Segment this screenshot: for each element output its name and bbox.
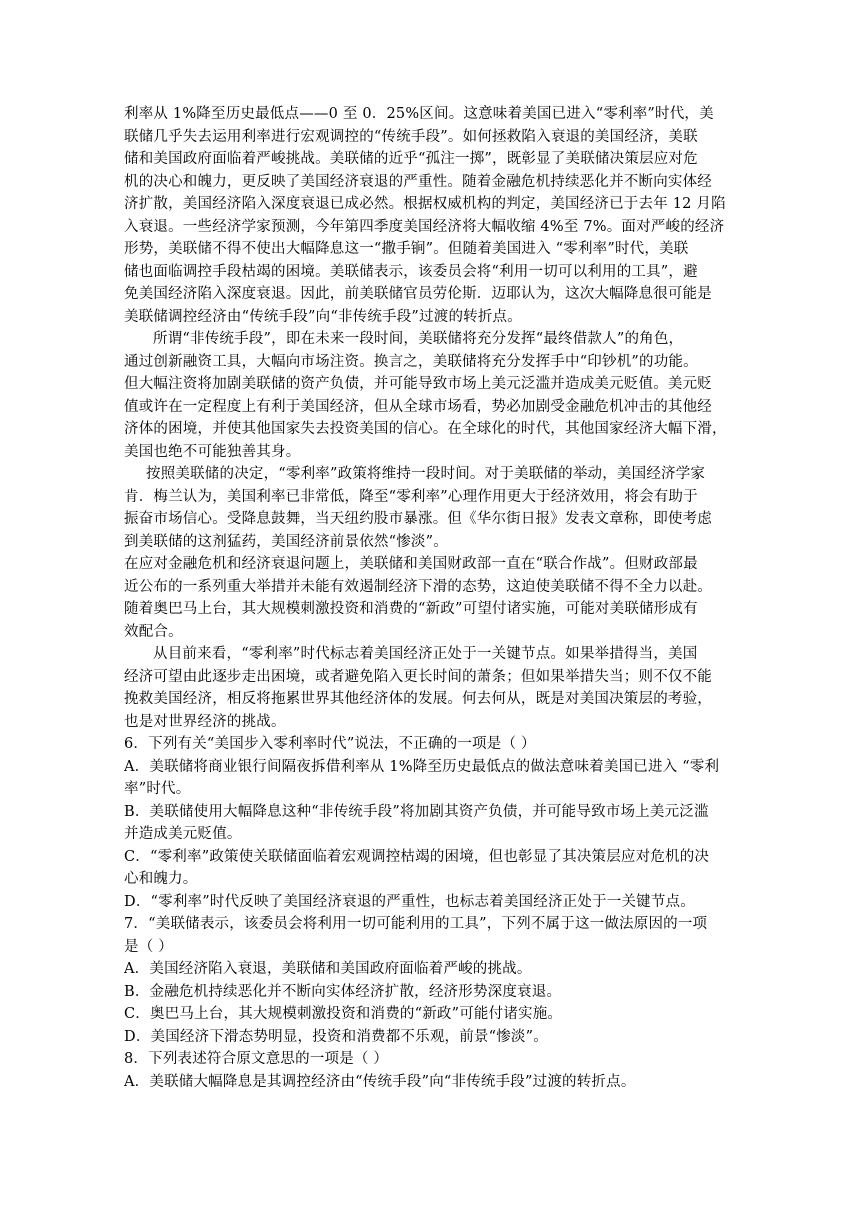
- text-line: 美联储调控经济由“传统手段”向“非传统手段”过渡的转折点。: [124, 308, 522, 325]
- text-line: 从目前来看，“零利率”时代标志着美国经济正处于一关键节点。如果举措得当，美国: [153, 646, 698, 662]
- question-8: [124, 1048, 740, 1093]
- option-c-continued: 心和魄力。: [124, 871, 198, 887]
- text-line: 利率从 1%降至历史最低点——0 至 0．25%区间。这意味着美国已进入“零利率”时代，美: [124, 106, 714, 122]
- option-a[interactable]: A．美联储将商业银行间隔夜拆借利率从 1%降至历史最低点的做法意味着美国已进入 “零利: [124, 758, 720, 775]
- text-line: 机的决心和魄力，更反映了美国经济衰退的严重性。随着金融危机持续恶化并不断向实体经: [124, 173, 712, 190]
- question-7: [124, 913, 740, 1048]
- text-line: 济体的困境，并使其他国家失去投资美国的信心。在全球化的时代，其他国家经济大幅下滑，: [124, 421, 727, 437]
- text-line: 效配合。: [124, 623, 183, 640]
- text-line: 联储几乎失去运用利率进行宏观调控的“传统手段”。如何拯救陷入衰退的美国经济，美联: [124, 128, 698, 145]
- text-line: 到美联储的这剂猛药，美国经济前景依然“惨淡”。: [124, 533, 448, 550]
- text-line: 值或许在一定程度上有利于美国经济，但从全球市场看，势必加剧受金融危机冲击的其他经: [124, 398, 712, 415]
- question-6: [124, 733, 740, 913]
- page-content: [124, 103, 740, 1093]
- option-d[interactable]: D．“零利率”时代反映了美国经济衰退的严重性，也标志着美国经济正处于一关键节点。: [124, 893, 695, 910]
- text-line: 肯．梅兰认为，美国利率已非常低，降至“零利率”心理作用更大于经济效用，将会有助于: [124, 488, 698, 505]
- text-line: 但大幅注资将加剧美联储的资产负债，并可能导致市场上美元泛滥并造成美元贬值。美元贬: [124, 376, 712, 392]
- passage-paragraph-4: [124, 553, 740, 643]
- option-c[interactable]: C．“零利率”政策使关联储面临着宏观调控枯竭的困境，但也彰显了其决策层应对危机的决: [124, 848, 710, 865]
- text-line: 储和美国政府面临着严峻挑战。美联储的近乎“孤注一掷”，既彰显了美联储决策层应对危: [124, 151, 698, 167]
- text-line: 振奋市场信心。受降息鼓舞，当天纽约股市暴涨。但《华尔街日报》发表文章称，即使考虑: [124, 511, 712, 527]
- text-line: 储也面临调控手段枯竭的困境。美联储表示，该委员会将“利用一切可以利用的工具”，避: [124, 263, 698, 280]
- text-line: 近公布的一系列重大举措并未能有效遏制经济下滑的态势，这迫使美联储不得不全力以赴。: [124, 578, 712, 595]
- text-line: 入衰退。一些经济学家预测，今年第四季度美国经济将大幅收缩 4%至 7%。面对严峻的经济: [124, 218, 725, 235]
- question-stem-continued: 是（ ）: [124, 938, 173, 955]
- passage-paragraph-3: [124, 463, 740, 553]
- text-line: 所谓“非传统手段”，即在未来一段时间，美联储将充分发挥“最终借款人”的角色，: [153, 331, 684, 347]
- option-b[interactable]: B．金融危机持续恶化并不断向实体经济扩散，经济形势深度衰退。: [124, 983, 562, 1000]
- text-line: 美国也绝不可能独善其身。: [124, 443, 301, 460]
- text-line: 经济可望由此逐步走出困境，或者避免陷入更长时间的萧条；但如果举措失当；则不仅不能: [124, 668, 712, 685]
- question-stem: 7．“美联储表示，该委员会将利用一切可能利用的工具”，下列不属于这一做法原因的一项: [124, 916, 708, 932]
- question-stem: 8．下列表述符合原文意思的一项是（ ）: [124, 1051, 389, 1067]
- option-a[interactable]: A．美国经济陷入衰退，美联储和美国政府面临着严峻的挑战。: [124, 961, 532, 977]
- option-d[interactable]: D．美国经济下滑态势明显，投资和消费都不乐观，前景“惨淡”。: [124, 1028, 548, 1045]
- text-line: 在应对金融危机和经济衰退问题上，美联储和美国财政部一直在“联合作战”。但财政部最: [124, 556, 698, 572]
- text-line: 形势，美联储不得不使出大幅降息这一“撒手锏”。但随着美国进入 “零利率”时代，美联: [124, 241, 689, 257]
- passage-paragraph-5: [124, 643, 740, 733]
- option-c[interactable]: C．奥巴马上台，其大规模刺激投资和消费的“新政”可能付诸实施。: [124, 1006, 563, 1022]
- option-b[interactable]: B．美联储使用大幅降息这种“非传统手段”将加剧其资产负债，并可能导致市场上美元泛滥: [124, 803, 709, 820]
- text-line: 也是对世界经济的挑战。: [124, 713, 286, 730]
- text-line: 随着奥巴马上台，其大规模刺激投资和消费的“新政”可望付诸实施，可能对美联储形成有: [124, 601, 698, 617]
- text-line: 免美国经济陷入深度衰退。因此，前美联储官员劳伦斯．迈耶认为，这次大幅降息很可能是: [124, 286, 712, 302]
- text-line: 济扩散，美国经济陷入深度衰退已成必然。根据权威机构的判定，美国经济已于去年 12 月陷: [124, 196, 726, 212]
- option-a-continued: 率”时代。: [124, 781, 191, 797]
- passage-paragraph-2: [124, 328, 740, 463]
- passage-paragraph-1: [124, 103, 740, 328]
- text-line: 通过创新融资工具，大幅向市场注资。换言之，美联储将充分发挥手中“印钞机”的功能。: [124, 353, 698, 370]
- option-a[interactable]: A．美联储大幅降息是其调控经济由“传统手段”向“非传统手段”过渡的转折点。: [124, 1073, 636, 1090]
- option-b-continued: 并造成美元贬值。: [124, 826, 242, 842]
- text-line: 按照美联储的决定，“零利率”政策将维持一段时间。对于美联储的举动，美国经济学家: [146, 466, 706, 482]
- text-line: 挽救美国经济，相反将拖累世界其他经济体的发展。何去何从，既是对美国决策层的考验，: [124, 691, 712, 707]
- question-stem: 6．下列有关“美国步入零利率时代”说法，不正确的一项是（ ）: [124, 736, 536, 752]
